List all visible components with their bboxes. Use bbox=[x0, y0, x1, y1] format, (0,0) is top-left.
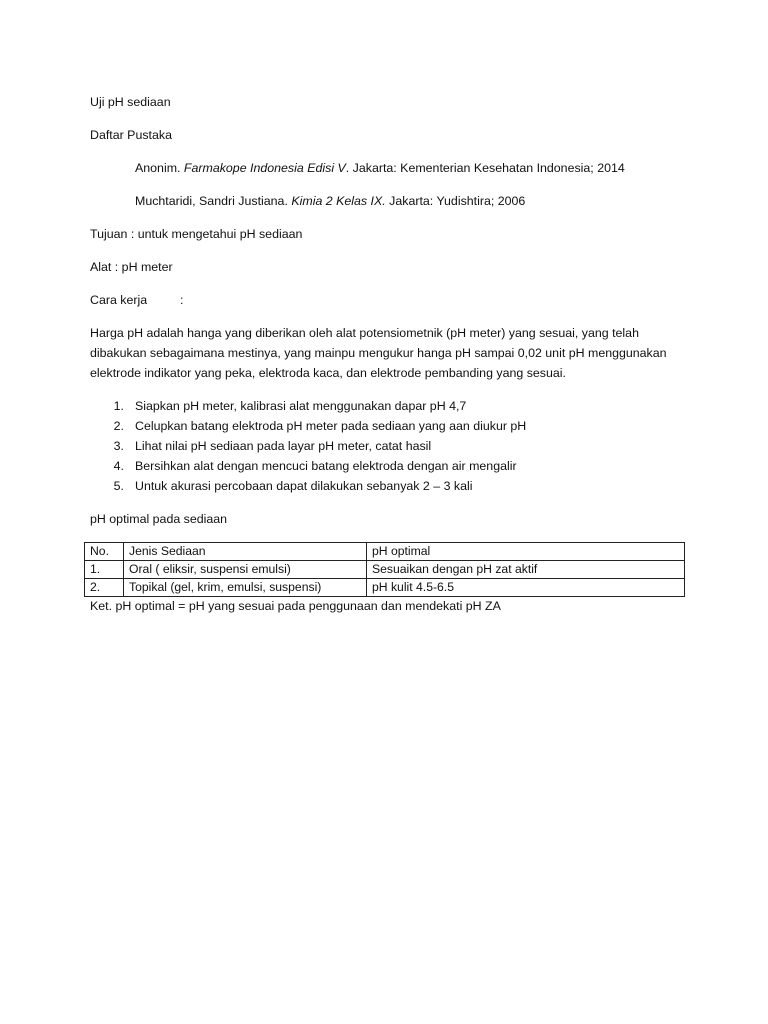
reference-work: Kimia 2 Kelas IX. bbox=[291, 194, 386, 208]
cara-kerja-colon: : bbox=[180, 293, 184, 307]
step-text: Siapkan pH meter, kalibrasi alat menggunakan dapar pH 4,7 bbox=[135, 399, 467, 413]
cara-kerja-label: Cara kerja bbox=[90, 293, 148, 307]
paragraph-line: elektrode indikator yang peka, elektroda kaca, dan elektrode pembanding yang sesuai. bbox=[90, 366, 566, 380]
table-heading: pH optimal pada sediaan bbox=[90, 512, 228, 526]
column-header: No. bbox=[85, 543, 124, 561]
table-cell: pH kulit 4.5-6.5 bbox=[367, 579, 685, 597]
step-text: Bersihkan alat dengan mencuci batang elektroda dengan air mengalir bbox=[135, 459, 517, 473]
step-number: 3. bbox=[113, 439, 124, 453]
reference-author: Muchtaridi, Sandri Justiana. bbox=[135, 194, 288, 208]
table-note: Ket. pH optimal = pH yang sesuai pada penggunaan dan mendekati pH ZA bbox=[90, 599, 501, 613]
paragraph-line: Harga pH adalah hanga yang diberikan oleh alat potensiometnik (pH meter) yang sesuai, yang telah bbox=[90, 326, 639, 340]
table-row bbox=[85, 579, 685, 597]
column-header: Jenis Sediaan bbox=[124, 543, 367, 561]
table-cell: Topikal (gel, krim, emulsi, suspensi) bbox=[124, 579, 367, 597]
step-number: 2. bbox=[113, 419, 124, 433]
table-cell: 1. bbox=[85, 561, 124, 579]
table-cell: Sesuaikan dengan pH zat aktif bbox=[367, 561, 685, 579]
ph-optimal-table bbox=[84, 542, 685, 597]
step-text: Untuk akurasi percobaan dapat dilakukan sebanyak 2 – 3 kali bbox=[135, 479, 473, 493]
step-text: Celupkan batang elektroda pH meter pada sediaan yang aan diukur pH bbox=[135, 419, 527, 433]
reference-author: Anonim. bbox=[135, 161, 181, 175]
reference-details: . Jakarta: Kementerian Kesehatan Indonesia; 2014 bbox=[345, 161, 625, 175]
reference-item bbox=[135, 160, 625, 176]
step-number: 4. bbox=[113, 459, 124, 473]
ph-description-paragraph bbox=[90, 323, 690, 383]
alat-line: Alat : pH meter bbox=[90, 260, 173, 274]
reference-details: Jakarta: Yudishtira; 2006 bbox=[385, 194, 526, 208]
paragraph-line: dibakukan sebagaimana mestinya, yang mainpu mengukur hanga pH sampai 0,02 unit pH menggunakan bbox=[90, 346, 667, 360]
table-header-row bbox=[85, 543, 685, 561]
cara-kerja-line bbox=[90, 292, 184, 308]
reference-work: Farmakope Indonesia Edisi V bbox=[183, 161, 346, 175]
step-text: Lihat nilai pH sediaan pada layar pH meter, catat hasil bbox=[135, 439, 432, 453]
tujuan-line: Tujuan : untuk mengetahui pH sediaan bbox=[90, 227, 303, 241]
column-header: pH optimal bbox=[367, 543, 685, 561]
table-row bbox=[85, 561, 685, 579]
reference-item bbox=[135, 193, 525, 209]
table-cell: Oral ( eliksir, suspensi emulsi) bbox=[124, 561, 367, 579]
table-cell: 2. bbox=[85, 579, 124, 597]
document-title: Uji pH sediaan bbox=[90, 95, 171, 109]
references-heading: Daftar Pustaka bbox=[90, 128, 172, 142]
step-number: 1. bbox=[113, 399, 124, 413]
step-number: 5. bbox=[113, 479, 124, 493]
